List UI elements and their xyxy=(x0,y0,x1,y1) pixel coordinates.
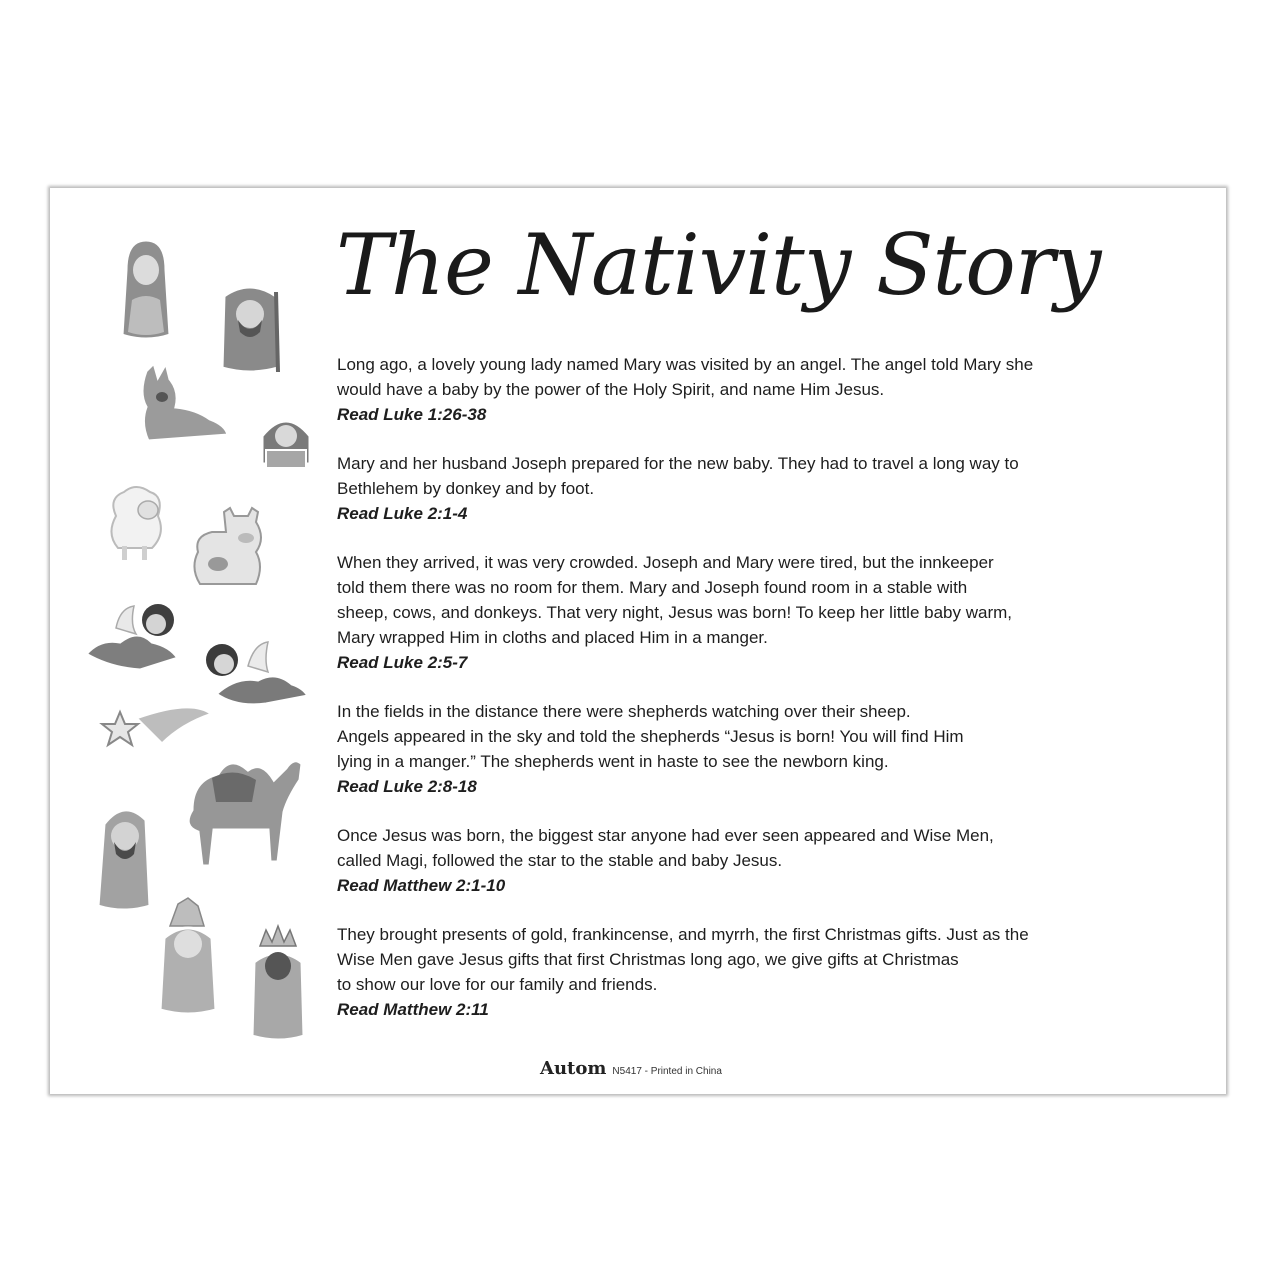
imprint-text: N5417 - Printed in China xyxy=(612,1066,722,1077)
paragraph-text: Once Jesus was born, the biggest star anyone had ever seen appeared and Wise Men, called Magi, followed the star to the stable and baby Jesus. xyxy=(337,826,994,870)
baby-jesus-icon xyxy=(262,421,310,468)
brand-logo: Autom xyxy=(540,1058,607,1079)
shooting-star-icon xyxy=(102,707,212,745)
scripture-reference: Read Luke 2:5-7 xyxy=(337,653,468,672)
story-body xyxy=(337,352,1197,1046)
scripture-reference: Read Luke 2:1-4 xyxy=(337,504,468,523)
nativity-story-sheet xyxy=(50,188,1226,1094)
angel-icon xyxy=(206,642,308,705)
donkey-icon xyxy=(142,363,228,441)
scripture-reference: Read Luke 2:8-18 xyxy=(337,777,477,796)
story-paragraph xyxy=(337,699,1197,799)
camel-icon xyxy=(188,761,302,866)
paragraph-text: They brought presents of gold, frankincense, and myrrh, the first Christmas gifts. Just as the Wise Men gave Jesus gifts that first Christmas long ago, we give gifts at Christmas to show our love for our family and friends. xyxy=(337,925,1029,994)
story-paragraph xyxy=(337,823,1197,898)
paragraph-text: When they arrived, it was very crowded. Joseph and Mary were tired, but the innkeeper told them there was no room for them. Mary and Joseph found room in a stable with sheep, cows, and donkeys. That very night, Jesus was born! To keep her little baby warm, Mary wrapped Him in cloths and placed Him in a manger. xyxy=(337,553,1013,647)
sticker-illustrations xyxy=(50,188,350,1094)
wise-man-icon xyxy=(98,810,150,910)
mary-icon xyxy=(122,240,170,339)
sheep-icon xyxy=(111,487,160,560)
story-paragraph xyxy=(337,451,1197,526)
paragraph-text: Long ago, a lovely young lady named Mary was visited by an angel. The angel told Mary she would have a baby by the power of the Holy Spirit, and name Him Jesus. xyxy=(337,355,1034,399)
scripture-reference: Read Luke 1:26-38 xyxy=(337,405,487,424)
scripture-reference: Read Matthew 2:1-10 xyxy=(337,876,506,895)
story-paragraph xyxy=(337,922,1197,1022)
paragraph-text: In the fields in the distance there were shepherds watching over their sheep. Angels appeared in the sky and told the shepherds “Jesus is born! You will find Him lying in a manger.” The shepherds went in haste to see the newborn king. xyxy=(337,702,964,771)
wise-man-icon xyxy=(252,926,304,1040)
cow-icon xyxy=(194,508,261,584)
joseph-icon xyxy=(222,287,278,372)
footer xyxy=(540,1058,722,1079)
story-paragraph xyxy=(337,550,1197,675)
page-title: The Nativity Story xyxy=(336,216,1101,314)
angel-icon xyxy=(86,604,178,670)
paragraph-text: Mary and her husband Joseph prepared for the new baby. They had to travel a long way to Bethlehem by donkey and by foot. xyxy=(337,454,1019,498)
story-paragraph xyxy=(337,352,1197,427)
scripture-reference: Read Matthew 2:11 xyxy=(337,1000,489,1019)
wise-man-icon xyxy=(160,898,216,1014)
